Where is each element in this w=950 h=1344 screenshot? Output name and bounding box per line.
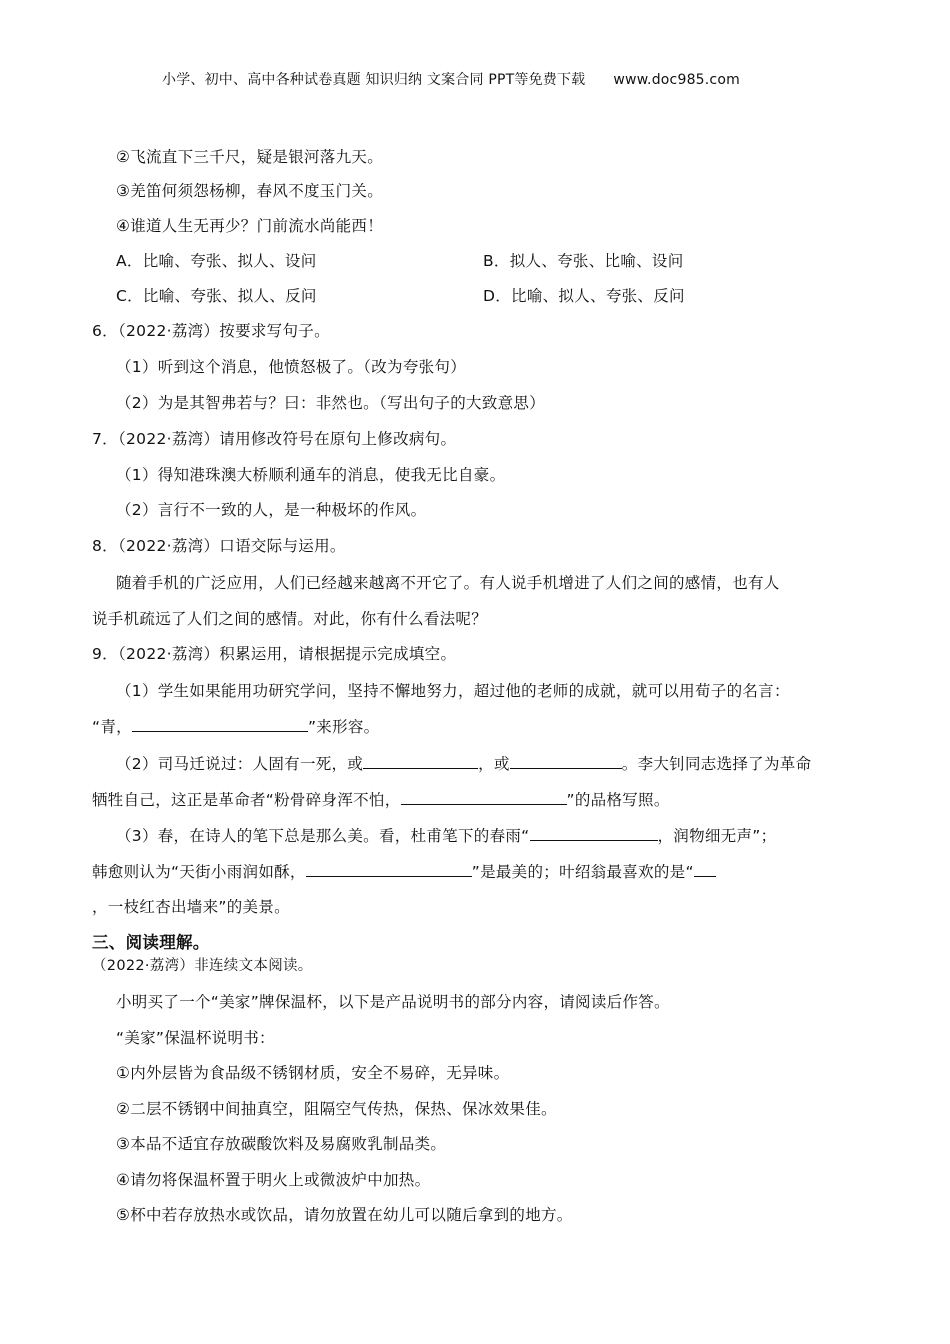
header-text: 小学、初中、高中各种试卷真题 知识归纳 文案合同 PPT等免费下载 [162,72,586,88]
q5-item-4: ④谁道人生无再少？门前流水尚能西！ [116,217,383,235]
q9-s2a-suffix: 。李大钊同志选择了为革命 [621,755,812,773]
q5-option-a[interactable]: A．比喻、夸张、拟人、设问 [116,252,317,270]
q6-sub-1: （1）听到这个消息，他愤怒极了。（改为夸张句） [116,358,467,376]
manual-item-5: ⑤杯中若存放热水或饮品，请勿放置在幼儿可以随后拿到的地方。 [116,1206,573,1224]
manual-item-1: ①内外层皆为食品级不锈钢材质，安全不易碎，无异味。 [116,1064,510,1082]
fill-blank[interactable] [363,753,478,769]
q7-stem: 7．（2022·荔湾）请用修改符号在原句上修改病句。 [92,430,457,448]
q9-s3b-prefix: 韩愈则认为“天街小雨润如酥， [92,863,306,881]
section-3-title: 三、阅读理解。 [92,933,210,952]
q7-sub-2: （2）言行不一致的人，是一种极坏的作风。 [116,501,427,519]
q9-s2a-middle: ，或 [478,755,510,773]
q9-sub-1-line-1: （1）学生如果能用功研究学问，坚持不懈地努力，超过他的老师的成就，就可以用荀子的名言： [116,682,790,700]
q9-sub-1-line-2 [92,716,379,737]
q9-s2b-prefix: 牺牲自己，这正是革命者“粉骨碎身浑不怕， [92,791,401,809]
q9-s1b-prefix: “青， [92,718,132,736]
q5-item-3: ③羌笛何须怨杨柳，春风不度玉门关。 [116,182,383,200]
manual-item-4: ④请勿将保温杯置于明火上或微波炉中加热。 [116,1171,431,1189]
q9-sub-3-line-2 [92,861,716,882]
q5-item-2: ②飞流直下三千尺，疑是银河落九天。 [116,148,383,166]
q8-paragraph-line-1: 随着手机的广泛应用，人们已经越来越离不开它了。有人说手机增进了人们之间的感情，也有人 [116,574,780,592]
q5-option-c[interactable]: C．比喻、夸张、拟人、反问 [116,287,317,305]
q7-sub-1: （1）得知港珠澳大桥顺利通车的消息，使我无比自豪。 [116,466,506,484]
q9-stem: 9．（2022·荔湾）积累运用，请根据提示完成填空。 [92,645,457,663]
fill-blank[interactable] [510,753,622,769]
q9-s1b-suffix: ”来形容。 [307,718,380,736]
fill-blank[interactable] [306,861,472,877]
q9-sub-2-line-2 [92,789,670,810]
manual-title: “美家”保温杯说明书： [116,1029,275,1047]
q6-sub-2: （2）为是其智弗若与？曰：非然也。（写出句子的大致意思） [116,394,546,412]
q8-paragraph-line-2: 说手机疏远了人们之间的感情。对此，你有什么看法呢？ [92,610,488,628]
q9-s3a-prefix: （3）春，在诗人的笔下总是那么美。看，杜甫笔下的春雨“ [116,827,530,845]
fill-blank[interactable] [132,716,308,732]
q8-stem: 8．（2022·荔湾）口语交际与运用。 [92,537,346,555]
header-url[interactable]: www.doc985.com [613,72,740,88]
q9-s3b-suffix: ”是最美的；叶绍翁最喜欢的是“ [471,863,694,881]
fill-blank[interactable] [401,789,567,805]
q6-stem: 6．（2022·荔湾）按要求写句子。 [92,322,330,340]
q5-option-b[interactable]: B．拟人、夸张、比喻、设问 [483,252,684,270]
q9-s2a-prefix: （2）司马迁说过：人固有一死，或 [116,755,364,773]
q9-s2b-suffix: ”的品格写照。 [566,791,670,809]
q9-sub-3-line-3: ，一枝红杏出墙来”的美景。 [92,898,290,916]
q5-option-d[interactable]: D．比喻、拟人、夸张、反问 [483,287,685,305]
page-header [162,70,740,90]
q9-sub-2-line-1 [116,753,811,774]
q9-s3a-suffix: ，润物细无声”； [657,827,777,845]
fill-blank[interactable] [530,825,658,841]
manual-item-2: ②二层不锈钢中间抽真空，阻隔空气传热，保热、保冰效果佳。 [116,1100,557,1118]
fill-blank[interactable] [694,861,716,877]
section-3-paragraph-1: 小明买了一个“美家”牌保温杯，以下是产品说明书的部分内容，请阅读后作答。 [116,993,670,1011]
manual-item-3: ③本品不适宜存放碳酸饮料及易腐败乳制品类。 [116,1135,447,1153]
q9-sub-3-line-1 [116,825,776,846]
section-3-intro: （2022·荔湾）非连续文本阅读。 [92,958,313,974]
